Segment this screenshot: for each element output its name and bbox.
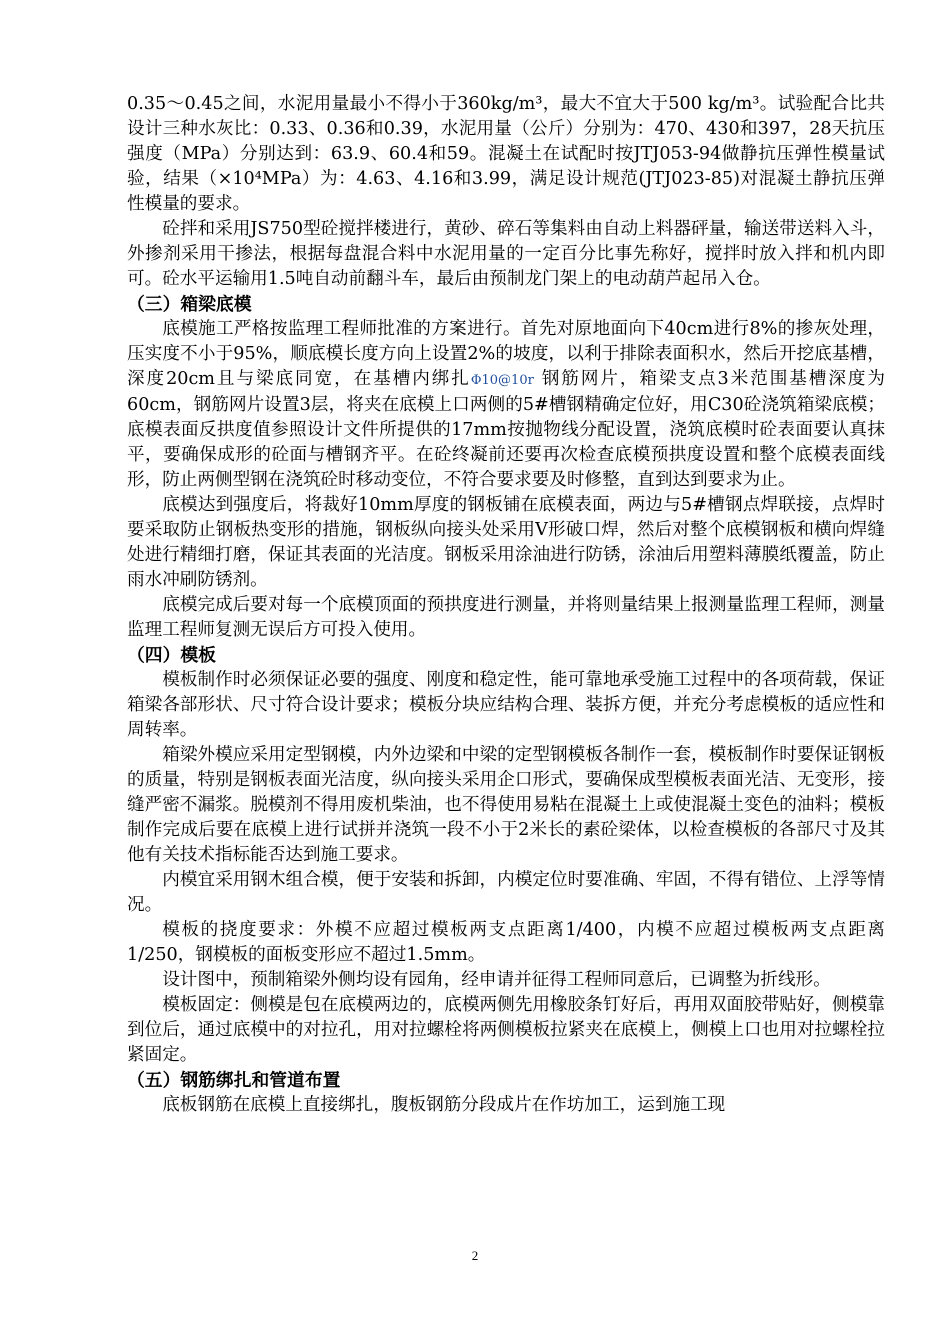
paragraph: 设计图中，预制箱梁外侧均设有园角，经申请并征得工程师同意后，已调整为折线形。 [162,970,831,990]
rebar-spec-link[interactable]: Φ10@10r [470,373,534,388]
section-heading: （四）模板 [127,645,216,666]
paragraph: 底模完成后要对每一个底模顶面的预拱度进行测量，并将则量结果上报测量监理工程师，测量监理工程师复测无误后方可投入使用。 [127,595,885,640]
section-heading: （五）钢筋绑扎和管道布置 [127,1070,341,1091]
page-number: 2 [471,1248,479,1263]
paragraph: 底模达到强度后，将裁好10mm厚度的钢板铺在底模表面，两边与5#槽钢点焊联接，点焊时要采取防止钢板热变形的措施，钢板纵向接头处采用V形破口焊，然后对整个底模钢板和横向焊缝处进行精细打磨，保证其表面的光洁度。钢板采用涂油进行防锈，涂油后用塑料薄膜纸覆盖，防止雨水冲刷防锈剂。 [127,495,885,590]
paragraph: 箱梁外模应采用定型钢模，内外边梁和中梁的定型钢模板各制作一套，模板制作时要保证钢板的质量，特别是钢板表面光洁度，纵向接头采用企口形式，要确保成型模板表面光洁、无变形，接缝严密不漏浆。脱模剂不得用废机柴油，也不得使用易粘在混凝土上或使混凝土变色的油料；模板制作完成后要在底模上进行试拼并浇筑一段不小于2米长的素砼梁体，以检查模板的各部尺寸及其他有关技术指标能否达到施工要求。 [127,745,885,865]
paragraph: 底板钢筋在底模上直接绑扎，腹板钢筋分段成片在作坊加工，运到施工现 [162,1095,726,1115]
paragraph: 模板制作时必须保证必要的强度、刚度和稳定性，能可靠地承受施工过程中的各项荷载，保证箱梁各部形状、尺寸符合设计要求；模板分块应结构合理、装拆方便，并充分考虑模板的适应性和周转率。 [127,670,885,740]
paragraph: 模板固定：侧模是包在底模两边的，底模两侧先用橡胶条钉好后，再用双面胶带贴好，侧模靠到位后，通过底模中的对拉孔，用对拉螺栓将两侧模板拉紧夹在底模上，侧模上口也用对拉螺栓拉紧固定。 [127,995,885,1065]
document-body [127,92,885,1118]
paragraph: 砼拌和采用JS750型砼搅拌楼进行，黄砂、碎石等集料由自动上料器砰量，输送带送料入斗，外掺剂采用干掺法，根据每盘混合料中水泥用量的一定百分比事先称好，搅拌时放入拌和机内即可。砼水平运输用1.5吨自动前翻斗车，最后由预制龙门架上的电动葫芦起吊入仓。 [127,219,885,289]
paragraph [127,317,885,493]
paragraph-text: 钢筋网片，箱梁支点3米范围基槽深度为60cm，钢筋网片设置3层，将夹在底模上口两侧的5#槽钢精确定位好，用C30砼浇筑箱梁底模；底模表面反拱度值参照设计文件所提供的17mm按抛物线分配设置，浇筑底模时砼表面要认真抹平，要确保成形的砼面与槽钢齐平。在砼终凝前还要再次检查底模预拱度设置和整个底模表面线形，防止两侧型钢在浇筑砼时移动变位，不符合要求要及时修整，直到达到要求为止。 [127,369,885,490]
paragraph: 模板的挠度要求：外模不应超过模板两支点距离1/400，内模不应超过模板两支点距离1/250，钢模板的面板变形应不超过1.5mm。 [127,920,885,965]
paragraph: 内模宜采用钢木组合模，便于安装和拆卸，内模定位时要准确、牢固，不得有错位、上浮等情况。 [127,870,885,915]
paragraph: 0.35～0.45之间，水泥用量最小不得小于360kg/m³，最大不宜大于500 kg/m³。试验配合比共设计三种水灰比：0.33、0.36和0.39，水泥用量（公斤）分别为：470、430和397，28天抗压强度（MPa）分别达到：63.9、60.4和59。混凝土在试配时按JTJ053-94做静抗压弹性模量试验，结果（×10⁴MPa）为：4.63、4.16和3.99，满足设计规范(JTJ023-85)对混凝土静抗压弹性模量的要求。 [127,94,885,214]
paragraph-text: 底模施工严格按监理工程师批准的方案进行。首先对原地面向下40cm进行8%的掺灰处理，压实度不小于95%，顺底模长度方向上设置2%的坡度，以利于排除表面积水，然后开挖底基槽，深度20cm且与梁底同宽，在基槽内绑扎 [127,319,885,389]
section-heading: （三）箱梁底模 [127,294,252,315]
